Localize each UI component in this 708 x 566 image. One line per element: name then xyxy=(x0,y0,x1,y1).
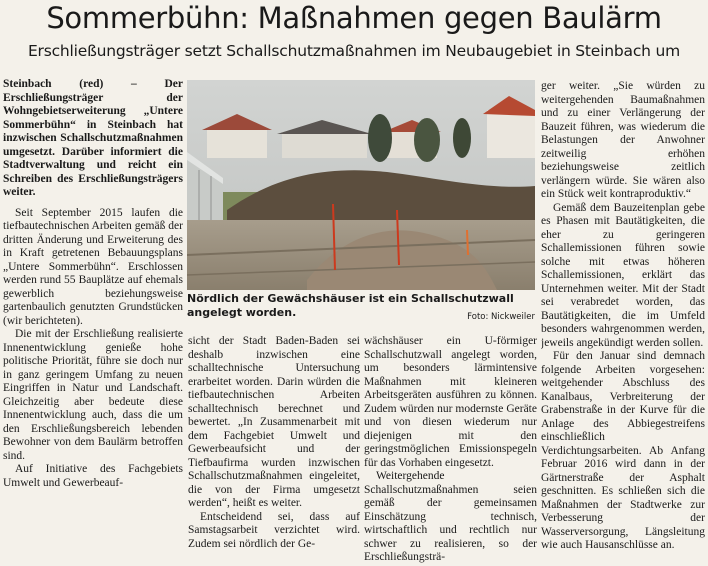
article-column-2 xyxy=(188,335,360,564)
body-paragraph: Weitergehende Schallschutzmaßnahmen seien gemäß der gemeinsamen Einschätzung technisch, wirtschaftlich und rechtlich nur schwer zu realisieren, so der Erschließungsträ- xyxy=(364,470,537,563)
body-paragraph: wächshäuser ein U-förmiger Schallschutzwall angelegt worden, um besonders lärmintensive Maßnahmen mit kleineren Arbeitsgeräten ausführen zu können. Zudem würden nur modernste Geräte und von diesen wiederum nur diejenigen mit den geringstmöglichen Emissionspegeln für das Vorhaben eingesetzt. xyxy=(364,335,537,469)
photo-illustration xyxy=(187,80,535,290)
body-paragraph: ger weiter. „Sie würden zu weitergehenden Baumaßnahmen und zu einer Verlängerung der Bauzeit führen, was wiederum die Belastungen der Anwohner zeitweilig erhöhen beziehungsweise zeitlich verlängern würde. Sie wären also ein Stück weit kontraproduktiv.“ xyxy=(541,80,705,200)
article-column-3 xyxy=(364,335,537,564)
lead-paragraph: Steinbach (red) – Der Erschließungsträger der Wohngebietserweiterung „Untere Sommerbühn“ in Steinbach hat inzwischen Schallschutzmaßnahmen umgesetzt. Darüber informiert die Stadtverwaltung und reicht ein Schreiben des Erschließungsträgers weiter. xyxy=(3,78,183,198)
article-column-1 xyxy=(3,78,183,564)
article-column-4 xyxy=(541,80,705,566)
body-paragraph: Für den Januar sind demnach folgende Arbeiten vorgesehen: weitgehender Abschluss des Kanalbaus, Verbreiterung der Grabenstraße in der Kurve für die Anlage des Abbiegestreifens einschließlich Verdichtungsarbeiten. Ab Anfang Februar 2016 wird dann in der Gärtnerstraße der Asphalt geschnitten. Es schließen sich die Maßnahmen der Stadtwerke zur Verbesserung der Wasserversorgung, Längsleitung wie auch Hausanschlüsse an. xyxy=(541,350,705,551)
body-paragraph: Die mit der Erschließung realisierte Innenentwicklung genieße hohe politische Priorität, führe sie doch nur in ganz geringem Umfang zu neuen Eingriffen in Natur und Landschaft. Gleichzeitig aber bedeute diese Innenentwicklung auch, dass die um den Erschließungsbereich lebenden Bewohner von dem Baulärm betroffen sind. xyxy=(3,328,183,462)
body-paragraph: Entscheidend sei, dass auf Samstagsarbeit verzichtet wird. Zudem sei nördlich der Ge- xyxy=(188,510,360,550)
photo-credit: Foto: Nickweiler xyxy=(467,311,535,322)
photo-caption-text: Nördlich der Gewächshäuser ist ein Schallschutzwall angelegt worden. xyxy=(187,292,514,319)
subheadline: Erschließungsträger setzt Schallschutzmaßnahmen im Neubaugebiet in Steinbach um xyxy=(27,42,681,60)
body-paragraph: Seit September 2015 laufen die tiefbautechnischen Arbeiten gemäß der dritten Änderung und Erweiterung des in Kraft getretenen Bebauungsplans „Untere Sommerbühn“. Erschlossen werden rund 55 Bauplätze auf ehemals gewerblich beziehungsweise gartenbaulich genutzten Grundstücken (wir berichteten). xyxy=(3,206,183,327)
headline: Sommerbühn: Maßnahmen gegen Baulärm xyxy=(46,1,662,35)
photo-caption xyxy=(187,292,535,326)
body-paragraph: Auf Initiative des Fachgebiets Umwelt und Gewerbeauf- xyxy=(3,463,183,489)
body-paragraph: sicht der Stadt Baden-Baden sei deshalb inzwischen eine schalltechnische Untersuchung erarbeitet worden. Darin würden die tiefbautechnischen Arbeiten schalltechnisch berechnet und bewertet. „In Zusammenarbeit mit dem Fachgebiet Umwelt und Gewerbeaufsicht und der Tiefbaufirma wurden inzwischen Schallschutzmaßnahmen eingeleitet, die von der Firma umgesetzt werden“, heißt es weiter. xyxy=(188,335,360,509)
body-paragraph: Gemäß dem Bauzeitenplan gebe es Phasen mit Bautätigkeiten, die eher zu geringeren Schallemissionen führen sowie solche mit etwas höheren Schallemissionen, erklärt das Unternehmen weiter. Mit der Stadt sei verabredet worden, das Bautätigkeiten, die im Umfeld besonders wahrgenommen werden, jeweils angekündigt werden sollen. xyxy=(541,201,705,349)
construction-site-photo xyxy=(187,80,535,290)
